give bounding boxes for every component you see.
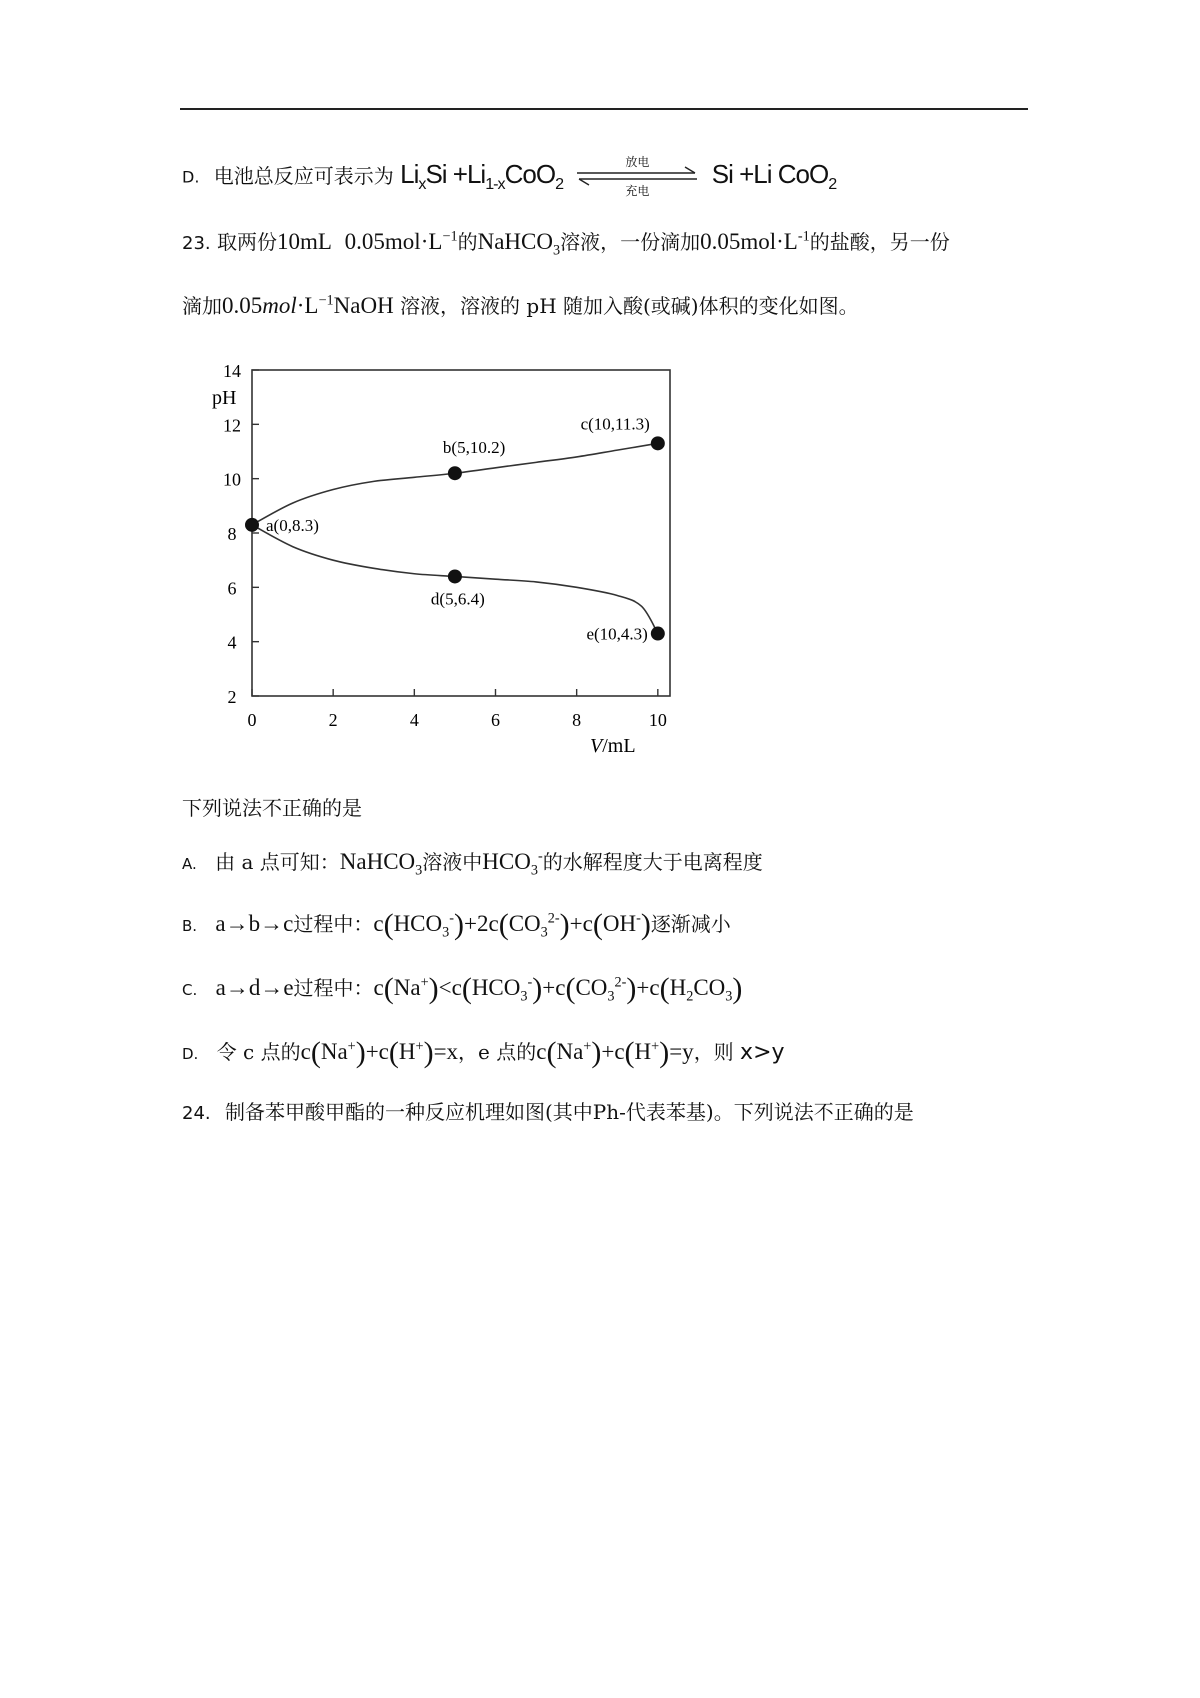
q23-text-2: 滴加$0.05mol\cdot L^{-1}NaOH$ 溶液，溶液的 pH 随加入酸(或碱)体积的变化如图。 xyxy=(182,292,859,318)
option-c-text: a→d→e过程中：$c(Na^+)<c(HCO_3^-)+c(CO_3^{2-})+c(H_2CO_3)$ xyxy=(215,972,743,1005)
arrow-label-discharge: 放电 xyxy=(625,155,650,169)
reaction-lhs: $Li_xSi +Li_{1-x}CoO_2$ xyxy=(400,158,564,193)
y-tick-label: 2 xyxy=(227,687,237,707)
x-axis-label: V/mL xyxy=(590,735,636,757)
y-tick-label: 14 xyxy=(223,361,241,381)
y-tick-label: 10 xyxy=(223,469,241,490)
option-d-battery xyxy=(182,157,836,197)
option-label: C. xyxy=(182,981,198,999)
q23-text-1: 取两份10mL $0.05mol\cdot L^{-1}$的NaHCO$_3$溶液，一份滴加$0.05mol\cdot L^{-1}$的盐酸，另一份 xyxy=(217,228,950,259)
x-tick-label: 10 xyxy=(648,710,667,730)
data-label: a(0,8.3) xyxy=(266,515,319,535)
option-label: D. xyxy=(182,1045,199,1063)
data-points xyxy=(245,414,665,643)
option-b xyxy=(182,908,731,942)
data-label: b(5,10.2) xyxy=(442,438,506,458)
q23-line2 xyxy=(182,290,859,319)
x-tick-label: 6 xyxy=(490,710,500,730)
option-label: B. xyxy=(182,917,198,935)
question-number: 23. xyxy=(182,233,211,254)
header-rule xyxy=(180,108,1028,110)
y-tick-label: 8 xyxy=(227,524,237,544)
option-a-text: 由 a 点可知：NaHCO$_3$溶液中$HCO_3^-$的水解程度大于电离程度 xyxy=(215,848,763,879)
ph-titration-chart xyxy=(180,352,720,772)
x-tick-label: 0 xyxy=(247,710,257,730)
q23-line1 xyxy=(182,226,950,260)
data-label: e(10,4.3) xyxy=(586,624,648,644)
reversible-arrow xyxy=(573,157,701,197)
option-text: 电池总反应可表示为 xyxy=(213,163,394,188)
data-point xyxy=(651,436,665,450)
y-tick-label: 12 xyxy=(223,415,241,436)
option-c xyxy=(182,972,742,1006)
question-number: 24. xyxy=(182,1103,211,1124)
q24-line xyxy=(182,1096,914,1125)
x-tick-label: 4 xyxy=(409,710,419,730)
option-a xyxy=(182,846,763,880)
data-point xyxy=(448,466,462,480)
y-tick-label: 6 xyxy=(227,578,237,599)
data-point xyxy=(448,569,462,583)
x-tick-label: 2 xyxy=(328,710,338,730)
q24-text: 制备苯甲酸甲酯的一种反应机理如图(其中Ph-代表苯基)。下列说法不正确的是 xyxy=(225,1100,914,1124)
data-label: c(10,11.3) xyxy=(580,414,650,434)
option-d-text: 令 c 点的c(Na+)+c(H+)=x，e 点的c(Na+)+c(H+)=y，则 x>y xyxy=(216,1036,785,1069)
y-tick-label: 4 xyxy=(227,632,237,653)
reaction-rhs: Si +Li CoO$_2$ xyxy=(711,158,837,193)
arrow-label-charge: 充电 xyxy=(625,184,650,198)
question-stem: 下列说法不正确的是 xyxy=(182,796,362,820)
data-label: d(5,6.4) xyxy=(430,589,485,609)
data-point xyxy=(651,627,665,641)
data-point xyxy=(245,518,259,532)
option-label: D. xyxy=(182,167,200,187)
option-d xyxy=(182,1036,785,1070)
y-axis-label: pH xyxy=(212,387,237,409)
option-b-text: a→b→c过程中：$c(HCO_3^-)+2c(CO_3^{2-})+c(OH^-)$逐渐减小 xyxy=(215,908,731,941)
option-label: A. xyxy=(182,855,197,873)
x-tick-label: 8 xyxy=(572,710,582,730)
